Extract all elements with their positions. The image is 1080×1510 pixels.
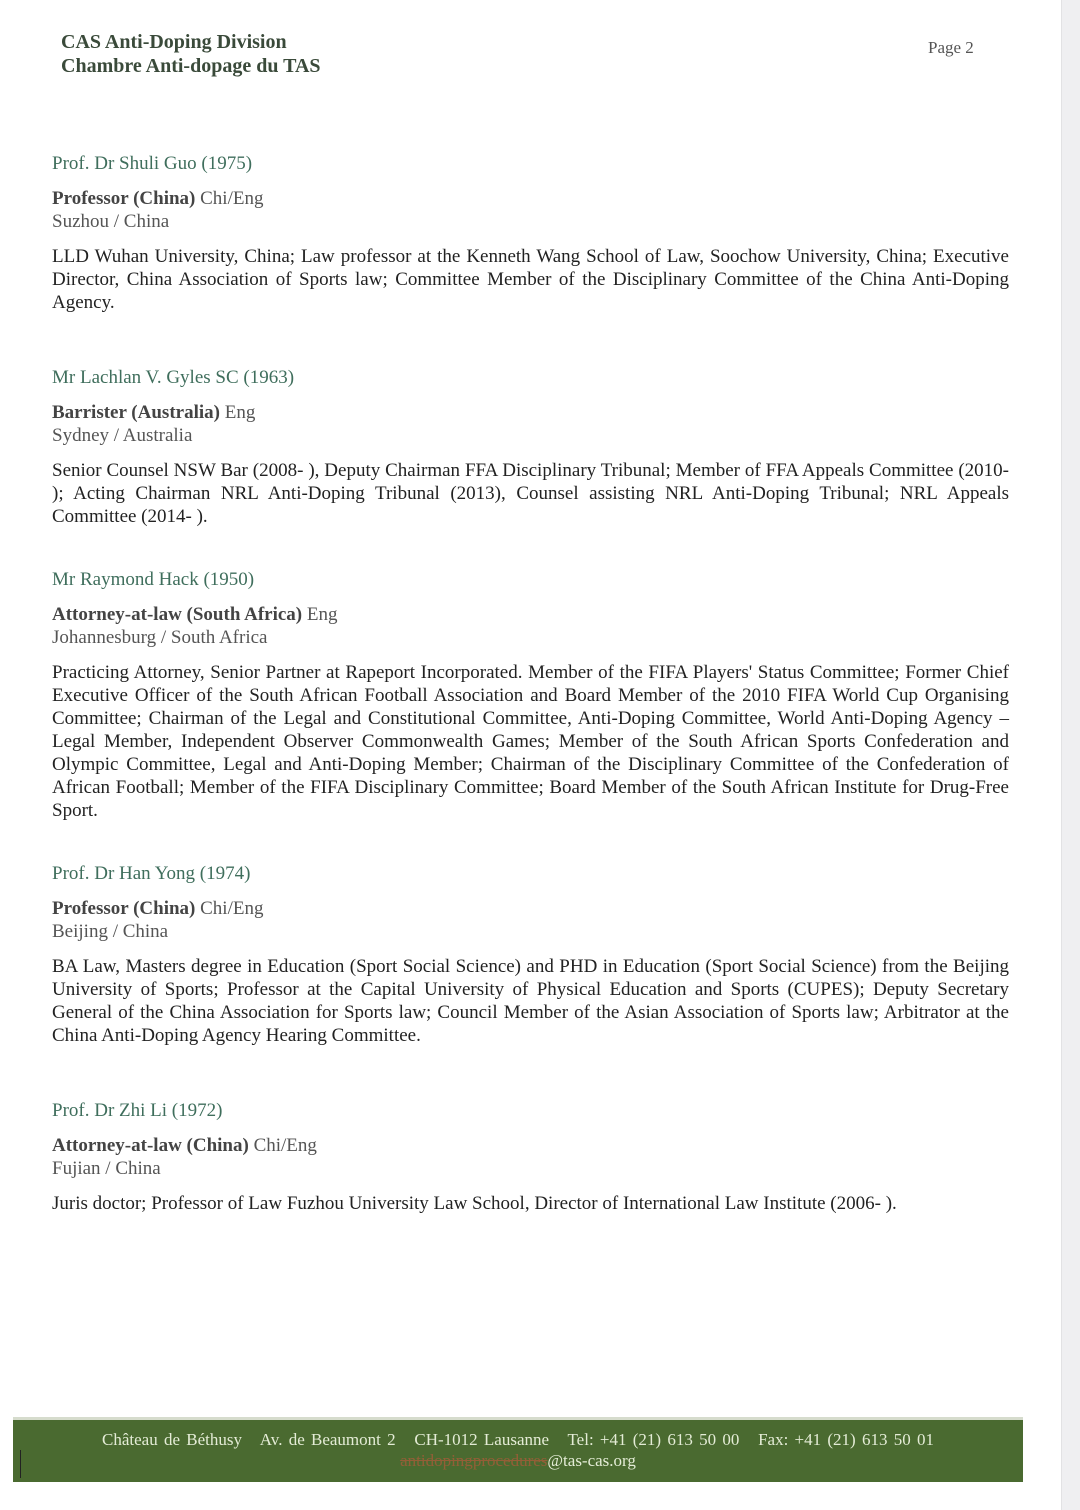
header-line-2: Chambre Anti-dopage du TAS xyxy=(61,55,321,77)
arbitrator-role: Attorney-at-law (South Africa) xyxy=(52,604,303,625)
arbitrator-city: Beijing / China xyxy=(52,921,169,942)
arbitrator-entry xyxy=(52,568,1009,822)
arbitrator-role: Professor (China) xyxy=(52,898,196,919)
arbitrator-city: Suzhou / China xyxy=(52,211,170,232)
arbitrator-city: Johannesburg / South Africa xyxy=(52,627,268,648)
page-footer xyxy=(13,1417,1023,1482)
struck-email-part: antidoping xyxy=(400,1451,473,1470)
arbitrator-entry xyxy=(52,366,1009,528)
arbitrator-city: Sydney / Australia xyxy=(52,425,193,446)
arbitrator-bio: Practicing Attorney, Senior Partner at Rapeport Incorporated. Member of the FIFA Players' Status Committee; Former Chief Executive Officer of the South African Football Association and Board Member of the 2010 FIFA World Cup Organising Committee; Chairman of the Legal and Constitutional Committee, Anti-Doping Committee, World Anti-Doping Agency – Legal Member, Independent Observer Commonwealth Games; Member of the South African Sports Confederation and Olympic Committee, Legal and Anti-Doping Member; Chairman of the Disciplinary Committee of the Confederation of African Football; Member of the FIFA Disciplinary Committee; Board Member of the South African Institute for Drug-Free Sport. xyxy=(52,662,1009,821)
footer-address: Château de Béthusy Av. de Beaumont 2 CH-1012 Lausanne Tel: +41 (21) 613 50 00 Fax: +41 (21) 613 50 01 xyxy=(102,1430,934,1449)
arbitrator-bio: BA Law, Masters degree in Education (Sport Social Science) and PHD in Education (Sport Social Science) from the Beijing University of Sports; Professor at the Capital University of Physical Education and Sports (CUPES); Deputy Secretary General of the China Association for Sports law; Council Member of the Asian Association of Sports law; Arbitrator at the China Anti-Doping Agency Hearing Committee. xyxy=(52,956,1009,1046)
arbitrator-role: Attorney-at-law (China) xyxy=(52,1135,249,1156)
arbitrator-language: Chi/Eng xyxy=(253,1135,317,1156)
arbitrator-name: Prof. Dr Zhi Li (1972) xyxy=(52,1100,223,1121)
arbitrator-name: Mr Lachlan V. Gyles SC (1963) xyxy=(52,367,295,388)
email-domain[interactable]: @tas-cas.org xyxy=(547,1451,636,1470)
arbitrator-language: Chi/Eng xyxy=(200,898,264,919)
arbitrator-bio: LLD Wuhan University, China; Law professor at the Kenneth Wang School of Law, Soochow University, China; Executive Director, China Association of Sports law; Committee Member of the Disciplinary Committee of the China Anti-Doping Agency. xyxy=(52,246,1009,313)
scrollbar[interactable] xyxy=(1061,0,1080,1510)
footer-divider xyxy=(20,1450,21,1478)
arbitrator-role: Professor (China) xyxy=(52,188,196,209)
arbitrator-entry xyxy=(52,1099,1009,1215)
arbitrator-city: Fujian / China xyxy=(52,1158,161,1179)
arbitrator-role: Barrister (Australia) xyxy=(52,402,220,423)
struck-email-part-2: procedures xyxy=(472,1451,548,1470)
arbitrator-entry xyxy=(52,152,1009,314)
document-header xyxy=(61,30,321,78)
arbitrator-name: Mr Raymond Hack (1950) xyxy=(52,569,255,590)
arbitrator-list xyxy=(52,152,1009,1215)
arbitrator-bio: Senior Counsel NSW Bar (2008- ), Deputy Chairman FFA Disciplinary Tribunal; Member of FFA Appeals Committee (2010- ); Acting Chairman NRL Anti-Doping Tribunal (2013), Counsel assisting NRL Anti-Doping Tribunal; NRL Appeals Committee (2014- ). xyxy=(52,460,1009,527)
footer-email xyxy=(13,1451,1023,1471)
arbitrator-language: Eng xyxy=(306,604,338,625)
page-number: Page 2 xyxy=(928,38,974,57)
arbitrator-name: Prof. Dr Han Yong (1974) xyxy=(52,863,251,884)
arbitrator-name: Prof. Dr Shuli Guo (1975) xyxy=(52,153,253,174)
arbitrator-language: Eng xyxy=(224,402,256,423)
arbitrator-entry xyxy=(52,862,1009,1047)
arbitrator-language: Chi/Eng xyxy=(200,188,264,209)
arbitrator-bio: Juris doctor; Professor of Law Fuzhou University Law School, Director of International Law Institute (2006- ). xyxy=(52,1193,897,1214)
header-line-1: CAS Anti-Doping Division xyxy=(61,31,287,53)
